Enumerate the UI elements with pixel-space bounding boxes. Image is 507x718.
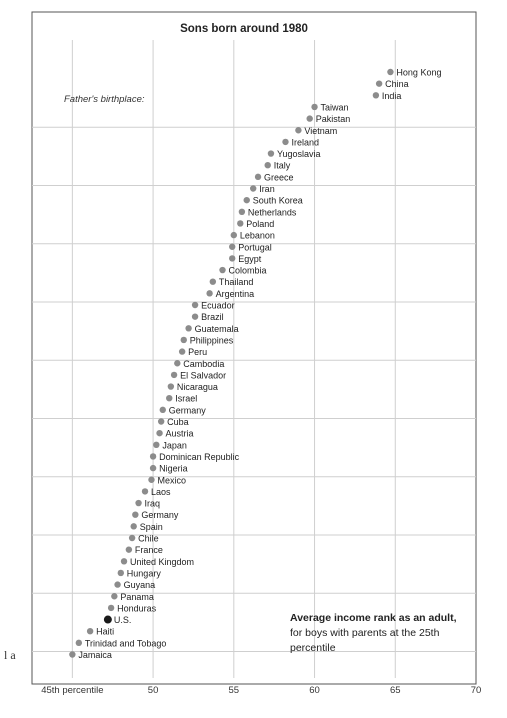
- point-label: Yugoslavia: [276, 149, 321, 160]
- chart-title: Sons born around 1980: [180, 23, 308, 35]
- tick-label-45: 45th percentile: [41, 685, 104, 696]
- point-label: Iran: [259, 184, 275, 194]
- data-point: [387, 69, 393, 75]
- data-point: [150, 453, 156, 459]
- data-point: [150, 465, 156, 471]
- point-label: U.S.: [113, 615, 132, 626]
- tick-label-50: 50: [147, 685, 159, 696]
- data-point: [192, 313, 198, 319]
- data-point: [229, 255, 235, 261]
- point-label: United Kingdom: [130, 556, 195, 567]
- data-point: [185, 325, 191, 331]
- point-label: Dominican Republic: [159, 451, 240, 462]
- data-point: [158, 418, 164, 424]
- data-point: [311, 104, 317, 110]
- fathers-birthplace-note: Father's birthplace:: [64, 94, 145, 105]
- point-label: Trinidad and Tobago: [84, 638, 167, 649]
- data-point: [69, 651, 75, 657]
- data-point: [168, 383, 174, 389]
- side-note: l a: [4, 648, 16, 662]
- data-point: [219, 267, 225, 273]
- data-point: [265, 162, 271, 168]
- data-point: [87, 628, 93, 634]
- point-label: Argentina: [215, 288, 255, 299]
- tick-label-55: 55: [228, 685, 240, 696]
- annotation-line-1: for boys with parents at the 25th: [290, 627, 440, 639]
- x-axis-ticks: [41, 685, 481, 696]
- data-point: [153, 442, 159, 448]
- point-label: China: [385, 79, 409, 90]
- data-point: [376, 80, 382, 86]
- point-label: Cuba: [167, 417, 189, 427]
- data-point: [156, 430, 162, 436]
- data-point: [250, 185, 256, 191]
- data-point: [108, 605, 114, 611]
- point-label: Guyana: [123, 580, 156, 591]
- data-point: [129, 535, 135, 541]
- tick-label-60: 60: [309, 685, 320, 696]
- point-label: Guatemala: [194, 323, 239, 334]
- data-point: [237, 220, 243, 226]
- point-label: Philippines: [189, 335, 234, 346]
- data-point: [255, 174, 261, 180]
- point-label: India: [381, 90, 402, 101]
- point-label: Austria: [165, 428, 194, 439]
- point-label: Thailand: [218, 277, 254, 288]
- data-point: [282, 139, 288, 145]
- data-point: [244, 197, 250, 203]
- data-point: [192, 302, 198, 308]
- data-point: [179, 348, 185, 354]
- data-point: [131, 523, 137, 529]
- data-point: [206, 290, 212, 296]
- point-label: Panama: [120, 591, 154, 602]
- data-point: [268, 150, 274, 156]
- point-label: Brazil: [201, 312, 224, 323]
- point-label: Nigeria: [159, 463, 188, 474]
- data-point: [111, 593, 117, 599]
- point-label: Italy: [273, 160, 291, 171]
- data-point: [174, 360, 180, 366]
- point-label: Haiti: [96, 626, 115, 637]
- data-point: [373, 92, 379, 98]
- data-point: [104, 616, 112, 624]
- point-label: Peru: [188, 347, 208, 358]
- data-point: [229, 244, 235, 250]
- data-point: [148, 477, 154, 483]
- point-label: Taiwan: [320, 102, 349, 113]
- data-point: [295, 127, 301, 133]
- point-label: Netherlands: [247, 207, 297, 218]
- point-label: France: [134, 545, 163, 556]
- point-label: Vietnam: [304, 125, 338, 136]
- point-label: Germany: [141, 510, 179, 521]
- point-label: Poland: [246, 218, 275, 229]
- annotation-line-2: percentile: [290, 642, 336, 654]
- data-point: [307, 115, 313, 121]
- tick-label-70: 70: [470, 685, 482, 696]
- point-label: Japan: [162, 440, 187, 451]
- point-label: Laos: [151, 486, 171, 497]
- point-label: Spain: [139, 521, 163, 532]
- annotation-heading: Average income rank as an adult,: [290, 612, 457, 624]
- data-point: [118, 570, 124, 576]
- point-label: South Korea: [252, 195, 303, 206]
- tick-label-65: 65: [389, 685, 401, 696]
- data-point: [126, 546, 132, 552]
- plot-frame: [32, 12, 476, 684]
- data-point: [142, 488, 148, 494]
- point-label: Egypt: [238, 253, 262, 264]
- data-point: [121, 558, 127, 564]
- point-label: Greece: [264, 172, 294, 183]
- point-label: Ecuador: [201, 300, 235, 311]
- point-label: Portugal: [238, 242, 272, 253]
- point-label: Colombia: [228, 265, 267, 276]
- data-point: [135, 500, 141, 506]
- point-label: Mexico: [157, 475, 186, 486]
- data-point: [171, 372, 177, 378]
- point-label: Hong Kong: [396, 67, 442, 78]
- data-point: [132, 512, 138, 518]
- point-label: Honduras: [117, 603, 157, 614]
- data-point: [210, 279, 216, 285]
- point-label: Chile: [138, 533, 159, 544]
- data-point: [166, 395, 172, 401]
- point-label: El Salvador: [180, 370, 227, 381]
- point-label: Israel: [175, 393, 198, 404]
- data-point: [160, 407, 166, 413]
- point-label: Hungary: [126, 568, 161, 579]
- data-point: [231, 232, 237, 238]
- point-label: Germany: [168, 405, 206, 416]
- data-point: [181, 337, 187, 343]
- data-point: [239, 209, 245, 215]
- point-label: Cambodia: [183, 358, 225, 369]
- data-point: [76, 640, 82, 646]
- point-label: Jamaica: [78, 650, 112, 660]
- point-label: Nicaragua: [176, 382, 218, 393]
- point-label: Iraq: [144, 498, 161, 509]
- point-label: Lebanon: [239, 230, 275, 241]
- point-label: Ireland: [291, 137, 320, 148]
- data-point: [114, 581, 120, 587]
- point-label: Pakistan: [315, 114, 351, 125]
